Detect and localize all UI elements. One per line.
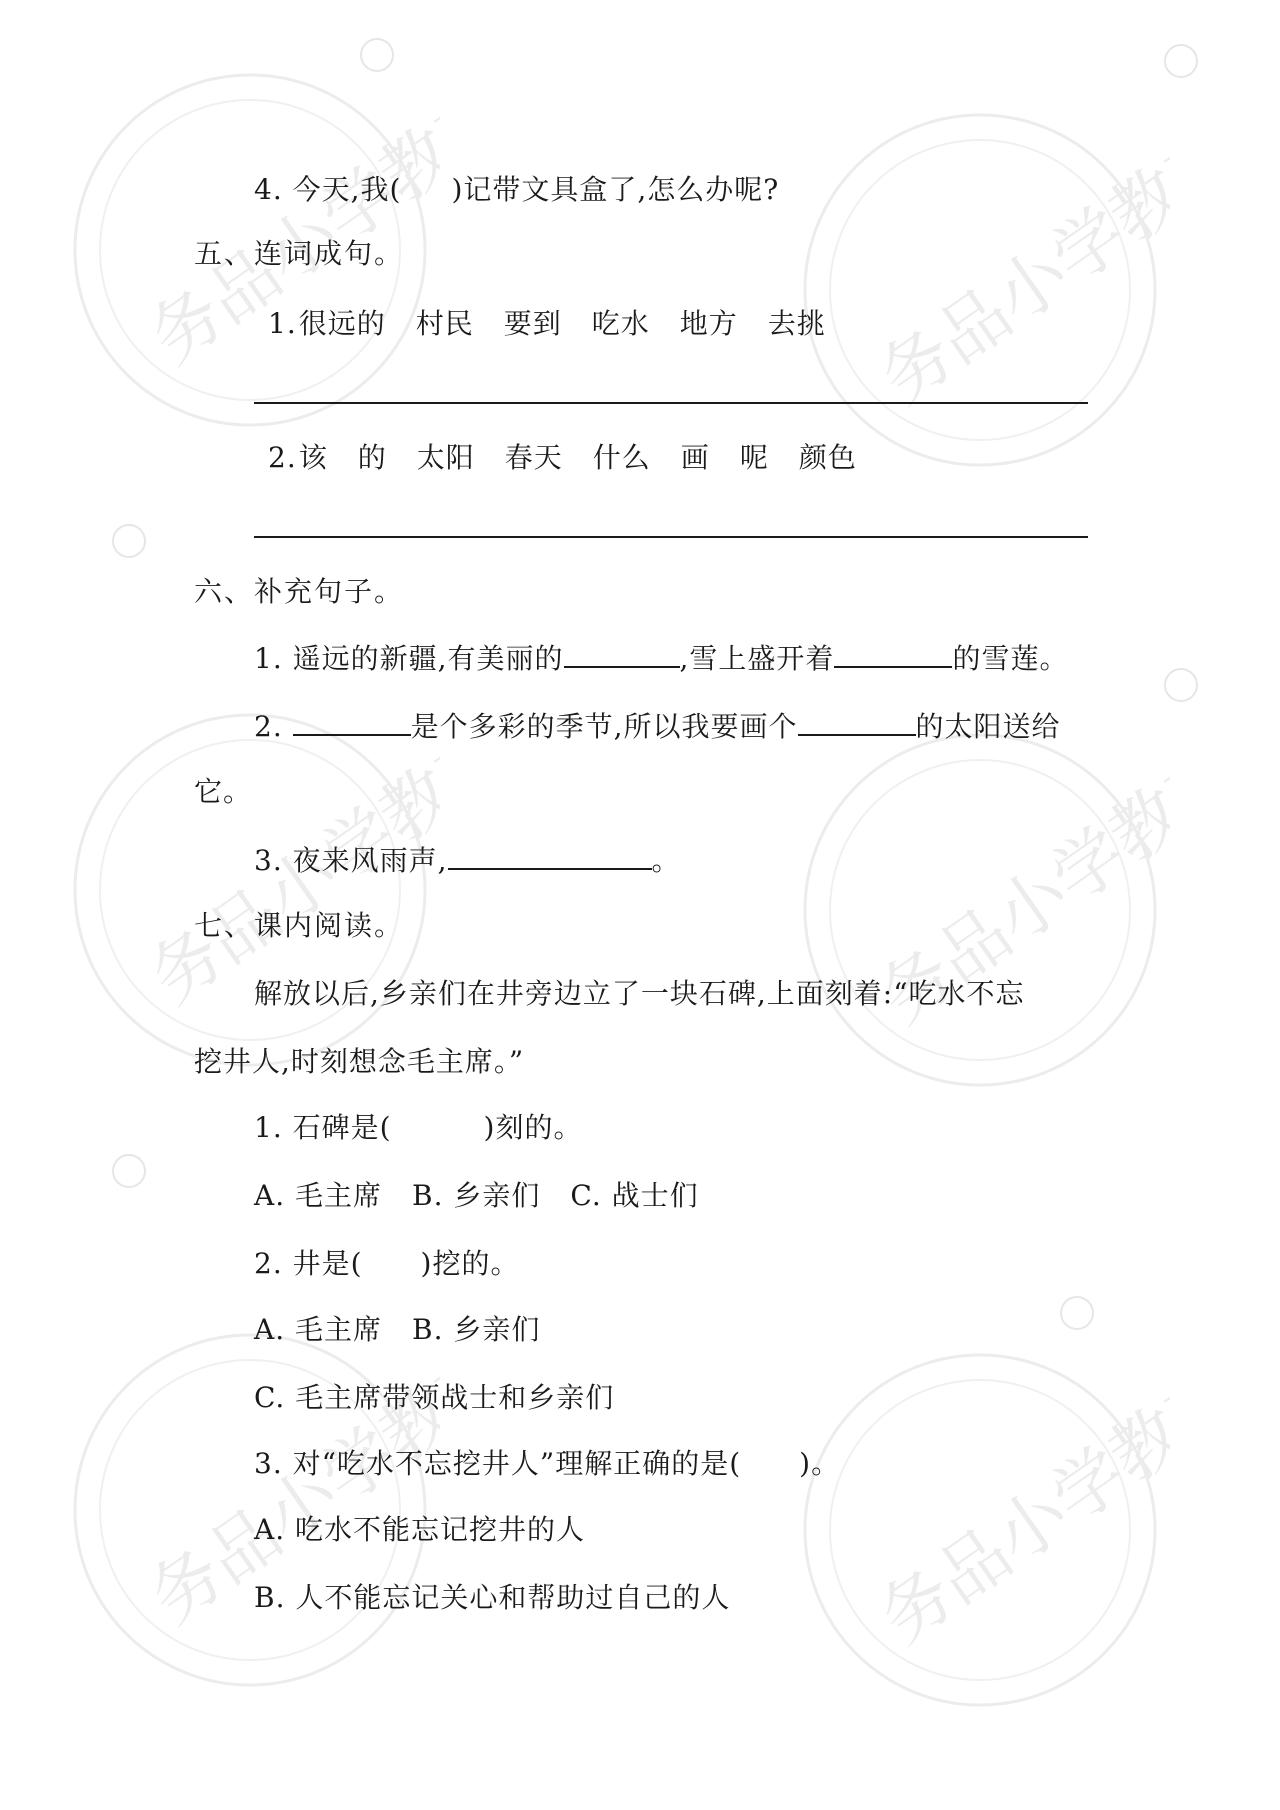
word-chip: 地方	[679, 307, 738, 340]
question-item-4	[254, 172, 779, 208]
svg-text:务品小学教育: 务品小学教育	[864, 1351, 1170, 1660]
svg-text:务品小学教育: 务品小学教育	[134, 1331, 440, 1640]
question-text: 的太阳送给	[915, 710, 1061, 743]
watermark-seal	[60, 1320, 440, 1700]
watermark-dot	[1164, 668, 1198, 702]
question-text: 3. 夜来风雨声,	[254, 844, 448, 877]
passage-line-2: 挖井人,时刻想念毛主席。”	[194, 1045, 525, 1078]
question-number: 2.	[268, 441, 297, 474]
answer-blank[interactable]	[448, 842, 652, 870]
svg-text:务品小学教育: 务品小学教育	[864, 111, 1170, 420]
svg-text:务品小学教育: 务品小学教育	[134, 711, 440, 1020]
watermark-dot	[1060, 1296, 1094, 1330]
svg-text:务品小学教育: 务品小学教育	[864, 731, 1170, 1040]
reading-q2-options	[254, 1312, 540, 1348]
reading-q2	[254, 1246, 519, 1282]
word-chip: 该	[298, 441, 328, 474]
passage-line-1: 解放以后,乡亲们在井旁边立了一块石碑,上面刻着:“吃水不忘	[254, 977, 1025, 1010]
sentence-q2-words	[268, 440, 887, 476]
reading-q1	[254, 1110, 582, 1146]
fill-q3	[254, 842, 681, 879]
answer-line	[254, 536, 1088, 538]
word-chip: 吃水	[591, 307, 650, 340]
reading-q2-option-c[interactable]: C. 毛主席带领战士和乡亲们	[254, 1381, 615, 1414]
question-text: 1. 石碑是(	[254, 1111, 392, 1144]
answer-blank[interactable]	[798, 708, 916, 736]
word-chip: 画	[680, 441, 710, 474]
question-number: 1.	[268, 307, 297, 340]
answer-line	[254, 402, 1088, 404]
answer-blank[interactable]	[293, 708, 411, 736]
option-a[interactable]: A. 毛主席	[254, 1179, 383, 1212]
question-text: )刻的。	[483, 1111, 583, 1144]
question-text: )。	[799, 1447, 841, 1480]
question-text: 2.	[254, 710, 293, 743]
question-text: )记带文具盒了,怎么办呢?	[451, 173, 780, 206]
option-c[interactable]: C. 战士们	[570, 1179, 699, 1212]
watermark-dot	[112, 524, 146, 558]
reading-q3-option-b[interactable]: B. 人不能忘记关心和帮助过自己的人	[254, 1581, 731, 1614]
option-b[interactable]: B. 乡亲们	[412, 1313, 541, 1346]
word-chip: 呢	[739, 441, 769, 474]
section-title-5: 五、连词成句。	[194, 237, 405, 270]
word-chip: 的	[357, 441, 387, 474]
word-chip: 去挑	[767, 307, 826, 340]
word-chip: 要到	[503, 307, 562, 340]
word-chip: 村民	[415, 307, 474, 340]
svg-text:务品小学教育: 务品小学教育	[134, 71, 440, 380]
watermark-seal	[790, 720, 1170, 1100]
word-chip: 颜色	[798, 441, 857, 474]
word-chip: 很远的	[298, 307, 386, 340]
question-text: 4. 今天,我(	[254, 173, 402, 206]
option-a[interactable]: A. 毛主席	[254, 1313, 383, 1346]
word-chip: 太阳	[416, 441, 475, 474]
watermark-dot	[112, 1154, 146, 1188]
question-text: )挖的。	[420, 1247, 520, 1280]
question-text: 3. 对“吃水不忘挖井人”理解正确的是(	[254, 1447, 742, 1480]
watermark-seal	[60, 700, 440, 1080]
word-chip: 什么	[592, 441, 651, 474]
section-title-7: 七、课内阅读。	[194, 909, 405, 942]
section-title-6: 六、补充句子。	[194, 575, 405, 608]
watermark-seal	[790, 100, 1170, 480]
watermark-dot	[1164, 44, 1198, 78]
question-text: 是个多彩的季节,所以我要画个	[410, 710, 798, 743]
reading-q1-options	[254, 1178, 699, 1214]
answer-blank[interactable]	[834, 640, 952, 668]
fill-q2-continued: 它。	[194, 775, 253, 808]
sentence-q1-words	[268, 306, 856, 342]
question-text: 。	[651, 844, 681, 877]
question-text: 的雪莲。	[952, 642, 1069, 675]
fill-q1	[254, 640, 1068, 677]
question-text: 1. 遥远的新疆,有美丽的	[254, 642, 564, 675]
fill-q2	[254, 708, 1061, 745]
question-text: ,雪上盛开着	[679, 642, 835, 675]
watermark-dot	[360, 38, 394, 72]
option-b[interactable]: B. 乡亲们	[412, 1179, 541, 1212]
answer-blank[interactable]	[564, 640, 680, 668]
watermark-seal	[790, 1340, 1170, 1720]
reading-q3-option-a[interactable]: A. 吃水不能忘记挖井的人	[254, 1513, 586, 1546]
reading-q3	[254, 1446, 840, 1482]
question-text: 2. 井是(	[254, 1247, 363, 1280]
word-chip: 春天	[504, 441, 563, 474]
